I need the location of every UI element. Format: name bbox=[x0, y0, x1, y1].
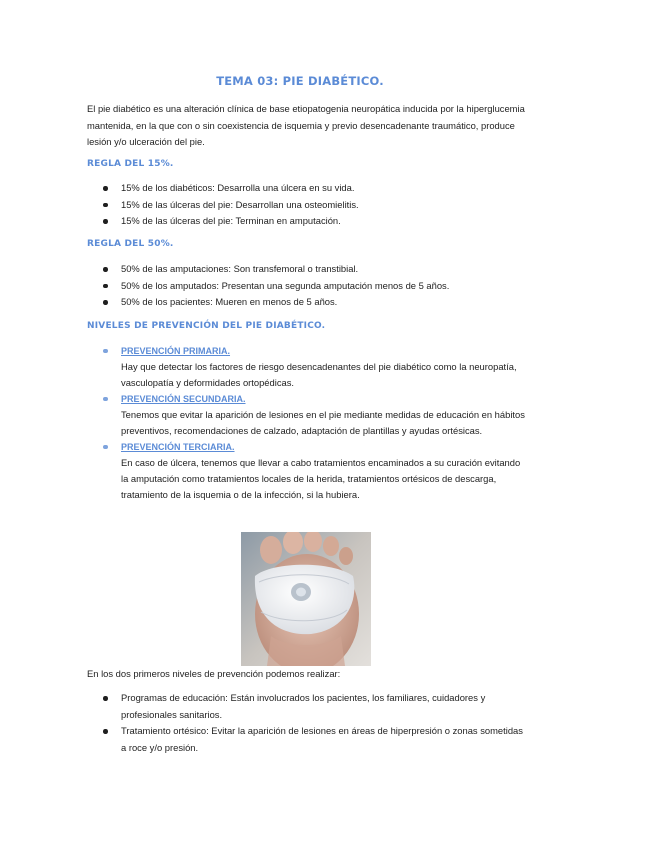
regla-15-heading: REGLA DEL 15%. bbox=[87, 159, 174, 169]
prevencion-terciaria-link[interactable]: PREVENCIÓN TERCIARIA. bbox=[121, 442, 235, 452]
list-item bbox=[87, 391, 527, 439]
regla-50-list bbox=[87, 261, 527, 311]
list-item bbox=[87, 261, 527, 278]
niveles-list bbox=[87, 343, 527, 503]
foot-bandage-photo bbox=[241, 532, 371, 666]
bullet-icon bbox=[103, 397, 108, 402]
closing-list bbox=[87, 690, 527, 756]
list-item-text: 50% de los amputados: Presentan una segunda amputación menos de 5 años. bbox=[121, 279, 450, 291]
foot-bandage-illustration bbox=[241, 532, 371, 666]
bullet-icon bbox=[103, 267, 108, 272]
intro-paragraph: El pie diabético es una alteración clínica de base etiopatogenia neuropática inducida por la hiperglucemia mantenida, en la que con o sin coexistencia de isquemia y previo desencadenante traumático, produce lesión y/o ulceración del pie. bbox=[87, 103, 525, 147]
list-item bbox=[87, 180, 527, 197]
list-item-text: 50% de las amputaciones: Son transfemoral o transtibial. bbox=[121, 263, 359, 274]
page-title: TEMA 03: PIE DIABÉTICO. bbox=[216, 74, 384, 88]
bullet-icon bbox=[103, 203, 108, 208]
closing-intro: En los dos primeros niveles de prevención podemos realizar: bbox=[87, 668, 341, 679]
prevencion-primaria-text: Hay que detectar los factores de riesgo desencadenantes del pie diabético como la neuropatía, vasculopatía y deformidades ortopédicas. bbox=[121, 361, 517, 388]
list-item-text: Tratamiento ortésico: Evitar la aparición de lesiones en áreas de hiperpresión o zonas sometidas a roce y/o presión. bbox=[121, 725, 523, 753]
bullet-icon bbox=[103, 186, 108, 191]
regla-50-heading: REGLA DEL 50%. bbox=[87, 239, 174, 249]
list-item bbox=[87, 439, 527, 503]
bullet-icon bbox=[103, 349, 108, 354]
list-item-text: 15% de las úlceras del pie: Desarrollan una osteomielitis. bbox=[121, 198, 359, 210]
regla-15-list bbox=[87, 180, 527, 230]
list-item bbox=[87, 213, 527, 230]
list-item-text: 15% de las úlceras del pie: Terminan en amputación. bbox=[121, 215, 341, 226]
prevencion-primaria-link[interactable]: PREVENCIÓN PRIMARIA. bbox=[121, 346, 231, 356]
list-item-text: Programas de educación: Están involucrados los pacientes, los familiares, cuidadores y profesionales sanitarios. bbox=[121, 692, 486, 720]
list-item bbox=[87, 197, 527, 214]
list-item bbox=[87, 343, 527, 391]
list-item-text: 50% de los pacientes: Mueren en menos de 5 años. bbox=[121, 296, 338, 307]
bullet-icon bbox=[103, 300, 108, 305]
list-item-text: 15% de los diabéticos: Desarrolla una úlcera en su vida. bbox=[121, 182, 355, 193]
prevencion-secundaria-link[interactable]: PREVENCIÓN SECUNDARIA. bbox=[121, 394, 246, 404]
list-item bbox=[87, 294, 527, 311]
bullet-icon bbox=[103, 219, 108, 224]
bullet-icon bbox=[103, 284, 108, 289]
list-item bbox=[87, 690, 527, 723]
bullet-icon bbox=[103, 445, 108, 450]
prevencion-secundaria-text: Tenemos que evitar la aparición de lesiones en el pie mediante medidas de educación en hábitos preventivos, recomendaciones de calzado, adaptación de plantillas y ayudas ortésicas. bbox=[121, 409, 525, 436]
list-item bbox=[87, 278, 527, 295]
list-item bbox=[87, 723, 527, 756]
bullet-icon bbox=[103, 696, 108, 701]
bullet-icon bbox=[103, 729, 108, 734]
prevencion-terciaria-text: En caso de úlcera, tenemos que llevar a cabo tratamientos encaminados a su curación evitando la amputación como tratamientos locales de la herida, tratamientos ortésicos de descarga, tratamiento de la isquemia o de la infección, si la hubiera. bbox=[121, 457, 521, 500]
niveles-heading: NIVELES DE PREVENCIÓN DEL PIE DIABÉTICO. bbox=[87, 321, 326, 331]
